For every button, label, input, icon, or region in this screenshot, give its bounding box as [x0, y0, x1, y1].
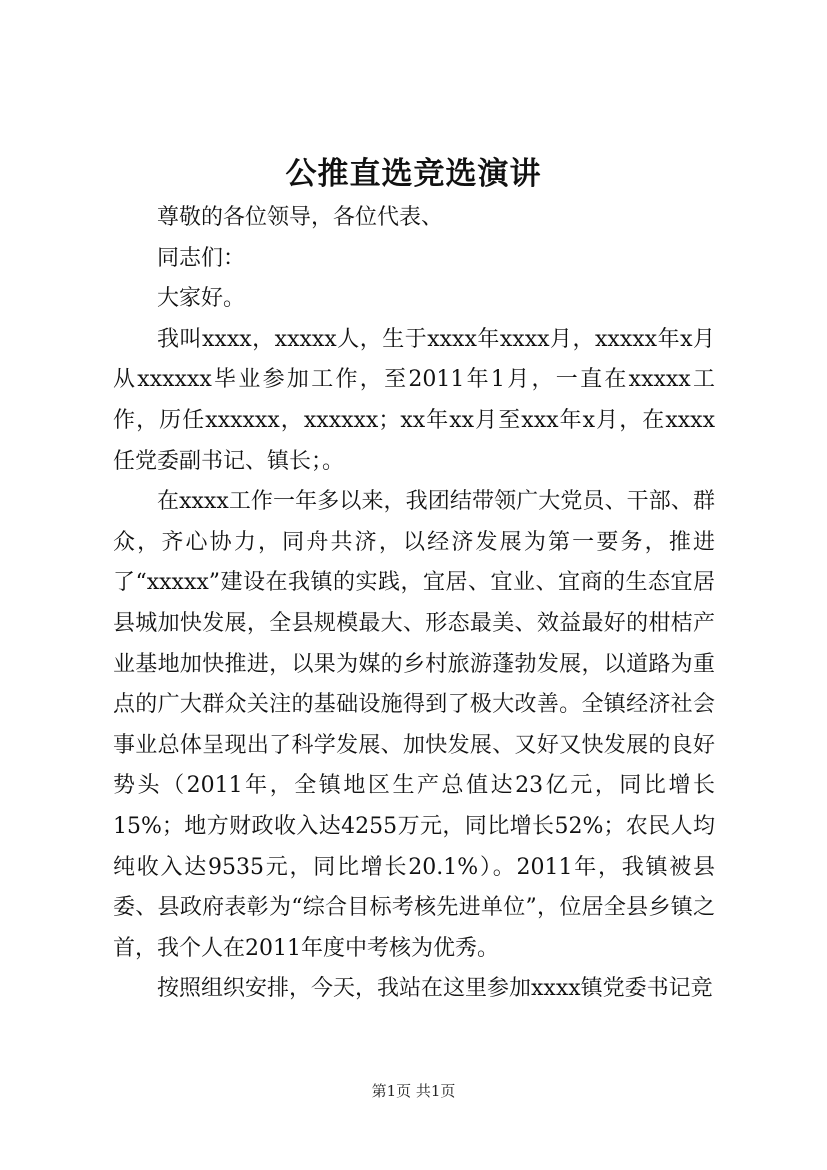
body-paragraph: 我叫xxxx，xxxxx人，生于xxxx年xxxx月，xxxxx年x月从xxxxxx毕业参加工作，至2011年1月，一直在xxxxx工作，历任xxxxxx，xxxxxx；xx年xx月至xxx年x月，在xxxx任党委副书记、镇长；。 — [113, 326, 715, 474]
document-title: 公推直选竞选演讲 — [285, 156, 542, 192]
salutation-line: 尊敬的各位领导，各位代表、 — [157, 205, 444, 230]
page-footer: 第1页 共1页 — [371, 1082, 456, 1100]
salutation-line: 同志们： — [157, 245, 246, 271]
document-body — [113, 198, 715, 1010]
body-paragraph: 按照组织安排，今天，我站在这里参加xxxx镇党委书记竞 — [157, 976, 713, 1002]
body-paragraph: 在xxxx工作一年多以来，我团结带领广大党员、干部、群众，齐心协力，同舟共济，以经济发展为第一要务，推进了“xxxxx”建设在我镇的实践，宜居、宜业、宜商的生态宜居县城加快发展，全县规模最大、形态最美、效益最好的柑桔产业基地加快推进，以果为媒的乡村旅游蓬勃发展，以道路为重点的广大群众关注的基础设施得到了极大改善。全镇经济社会事业总体呈现出了科学发展、加快发展、又好又快发展的良好势头（2011年，全镇地区生产总值达23亿元，同比增长15%；地方财政收入达4255万元，同比增长52%；农民人均纯收入达9535元，同比增长20.1%）。2011年，我镇被县委、县政府表彰为“综合目标考核先进单位”，位居全县乡镇之首，我个人在2011年度中考核为优秀。 — [113, 489, 715, 961]
greeting-line: 大家好。 — [157, 286, 246, 312]
